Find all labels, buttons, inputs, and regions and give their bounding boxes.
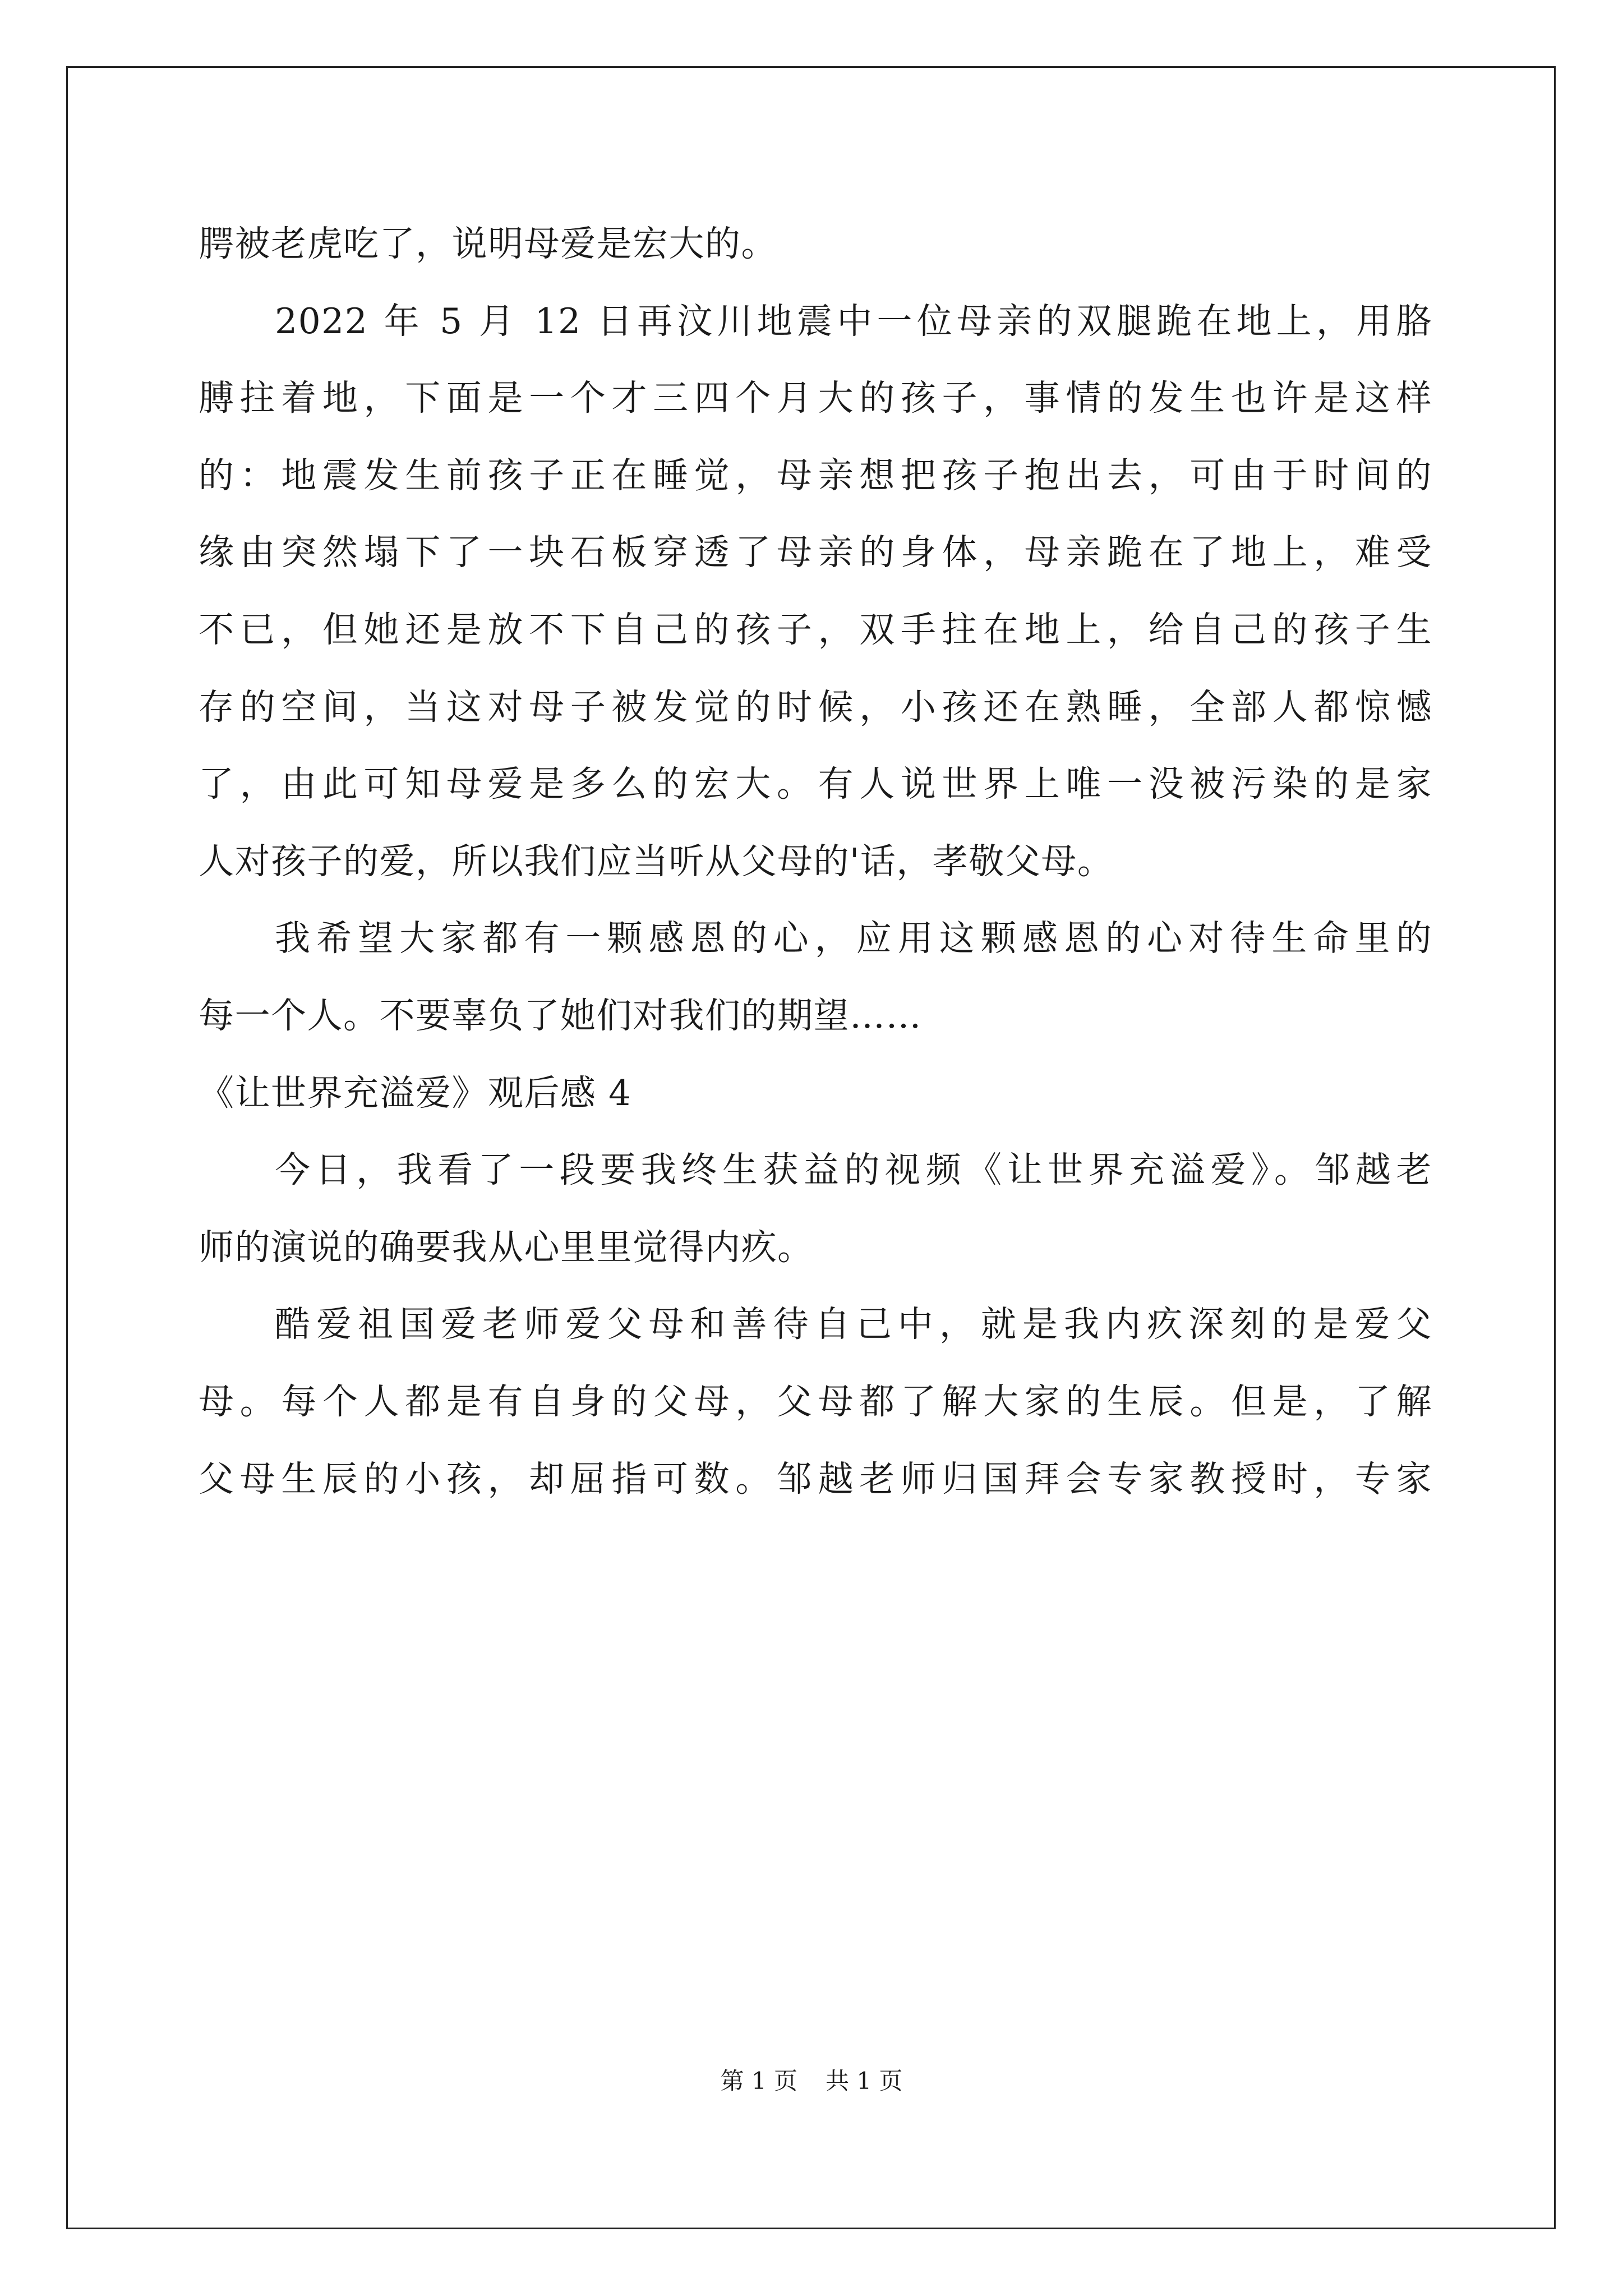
paragraph-start: 酷爱祖国爱老师爱父母和善待自己中，就是我内疚深刻的是爱父 — [275, 1304, 1432, 1345]
text-line: 缘由突然塌下了一块石板穿透了母亲的身体，母亲跪在了地上，难受 — [199, 532, 1432, 573]
text-line: 了，由此可知母爱是多么的宏大。有人说世界上唯一没被污染的是家 — [199, 763, 1432, 805]
page-footer — [0, 2064, 1623, 2098]
text-line: 父母生辰的小孩，却屈指可数。邹越老师归国拜会专家教授时，专家 — [199, 1458, 1432, 1499]
paragraph-start: 我希望大家都有一颗感恩的心，应用这颗感恩的心对待生命里的 — [275, 918, 1432, 959]
paragraph-start: 2022 年 5 月 12 日再汶川地震中一位母亲的双腿跪在地上，用胳 — [275, 300, 1432, 342]
text-line: 腭被老虎吃了，说明母爱是宏大的。 — [199, 223, 777, 264]
text-line: 人对孩子的爱，所以我们应当听从父母的'话，孝敬父母。 — [199, 840, 1114, 882]
text-line: 师的演说的确要我从心里里觉得内疚。 — [199, 1226, 814, 1268]
text-line: 母。每个人都是有自身的父母，父母都了解大家的生辰。但是，了解 — [199, 1381, 1432, 1422]
document-body — [199, 208, 1432, 1520]
text-line: 的：地震发生前孩子正在睡觉，母亲想把孩子抱出去，可由于时间的 — [199, 454, 1432, 496]
paragraph-start: 今日，我看了一段要我终生获益的视频《让世界充溢爱》。邹越老 — [275, 1149, 1432, 1191]
text-line: 每一个人。不要辜负了她们对我们的期望…… — [199, 995, 922, 1036]
page-total: 共 1 页 — [826, 2067, 903, 2095]
section-heading: 《让世界充溢爱》观后感 4 — [199, 1072, 632, 1114]
page-number: 第 1 页 — [720, 2067, 797, 2095]
text-line: 膊拄着地，下面是一个才三四个月大的孩子，事情的发生也许是这样 — [199, 378, 1432, 419]
text-line: 不已，但她还是放不下自己的孩子，双手拄在地上，给自己的孩子生 — [199, 609, 1432, 650]
text-line: 存的空间，当这对母子被发觉的时候，小孩还在熟睡，全部人都惊憾 — [199, 686, 1432, 728]
